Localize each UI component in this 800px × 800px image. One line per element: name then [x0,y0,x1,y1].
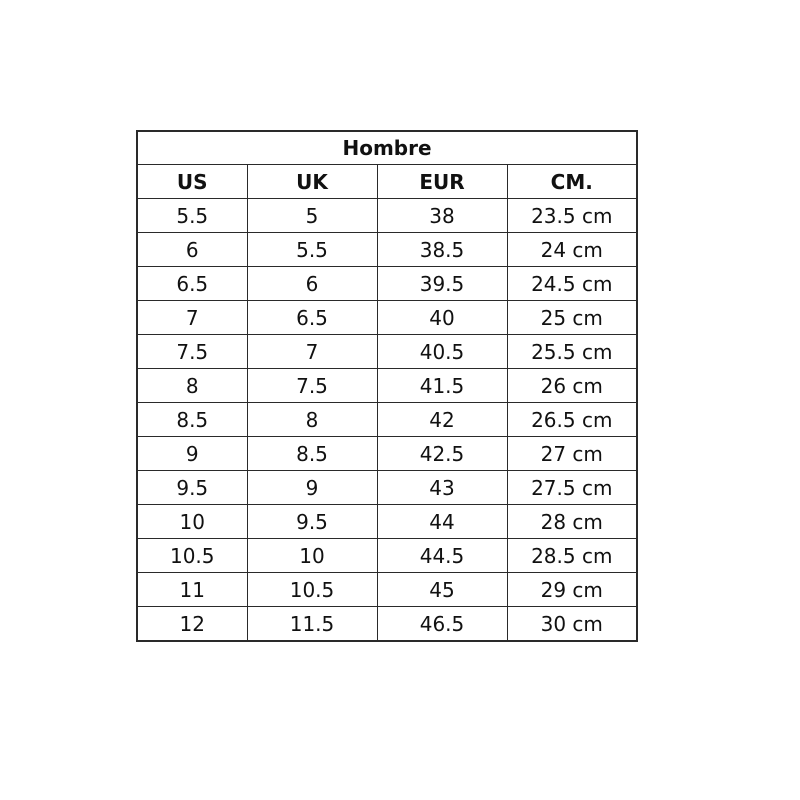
column-header-eur: EUR [377,165,507,199]
cell-us: 9.5 [137,471,247,505]
cell-cm: 29 cm [507,573,637,607]
cell-us: 9 [137,437,247,471]
cell-us: 7.5 [137,335,247,369]
cell-eur: 43 [377,471,507,505]
column-header-uk: UK [247,165,377,199]
column-header-cm: CM. [507,165,637,199]
cell-cm: 25 cm [507,301,637,335]
cell-cm: 28 cm [507,505,637,539]
table-row [137,369,637,403]
cell-us: 6 [137,233,247,267]
table-row [137,267,637,301]
table-body [137,199,637,642]
table-header-row [137,165,637,199]
cell-eur: 39.5 [377,267,507,301]
table-row [137,301,637,335]
cell-eur: 41.5 [377,369,507,403]
cell-uk: 9.5 [247,505,377,539]
size-chart-table [136,130,638,642]
table-row [137,573,637,607]
cell-uk: 5 [247,199,377,233]
cell-cm: 23.5 cm [507,199,637,233]
table-row [137,607,637,642]
table-row [137,335,637,369]
cell-us: 7 [137,301,247,335]
cell-cm: 30 cm [507,607,637,642]
table-row [137,471,637,505]
cell-eur: 38.5 [377,233,507,267]
cell-eur: 42.5 [377,437,507,471]
cell-us: 12 [137,607,247,642]
cell-us: 10 [137,505,247,539]
column-header-us: US [137,165,247,199]
cell-uk: 11.5 [247,607,377,642]
cell-cm: 26.5 cm [507,403,637,437]
table-row [137,539,637,573]
cell-cm: 26 cm [507,369,637,403]
cell-us: 6.5 [137,267,247,301]
cell-cm: 24.5 cm [507,267,637,301]
cell-uk: 7.5 [247,369,377,403]
cell-eur: 38 [377,199,507,233]
cell-uk: 10 [247,539,377,573]
cell-us: 11 [137,573,247,607]
cell-us: 5.5 [137,199,247,233]
table-row [137,505,637,539]
cell-eur: 46.5 [377,607,507,642]
table-row [137,233,637,267]
table-row [137,437,637,471]
cell-uk: 6.5 [247,301,377,335]
cell-us: 10.5 [137,539,247,573]
table-title-row [137,131,637,165]
cell-eur: 44 [377,505,507,539]
cell-us: 8.5 [137,403,247,437]
cell-eur: 45 [377,573,507,607]
cell-us: 8 [137,369,247,403]
table-row [137,199,637,233]
cell-cm: 27 cm [507,437,637,471]
cell-cm: 25.5 cm [507,335,637,369]
cell-uk: 10.5 [247,573,377,607]
cell-uk: 7 [247,335,377,369]
cell-uk: 9 [247,471,377,505]
cell-cm: 28.5 cm [507,539,637,573]
cell-eur: 42 [377,403,507,437]
cell-eur: 44.5 [377,539,507,573]
cell-uk: 8 [247,403,377,437]
cell-eur: 40.5 [377,335,507,369]
cell-uk: 8.5 [247,437,377,471]
table-row [137,403,637,437]
cell-cm: 27.5 cm [507,471,637,505]
cell-eur: 40 [377,301,507,335]
table-title: Hombre [137,131,637,165]
cell-uk: 5.5 [247,233,377,267]
cell-uk: 6 [247,267,377,301]
cell-cm: 24 cm [507,233,637,267]
